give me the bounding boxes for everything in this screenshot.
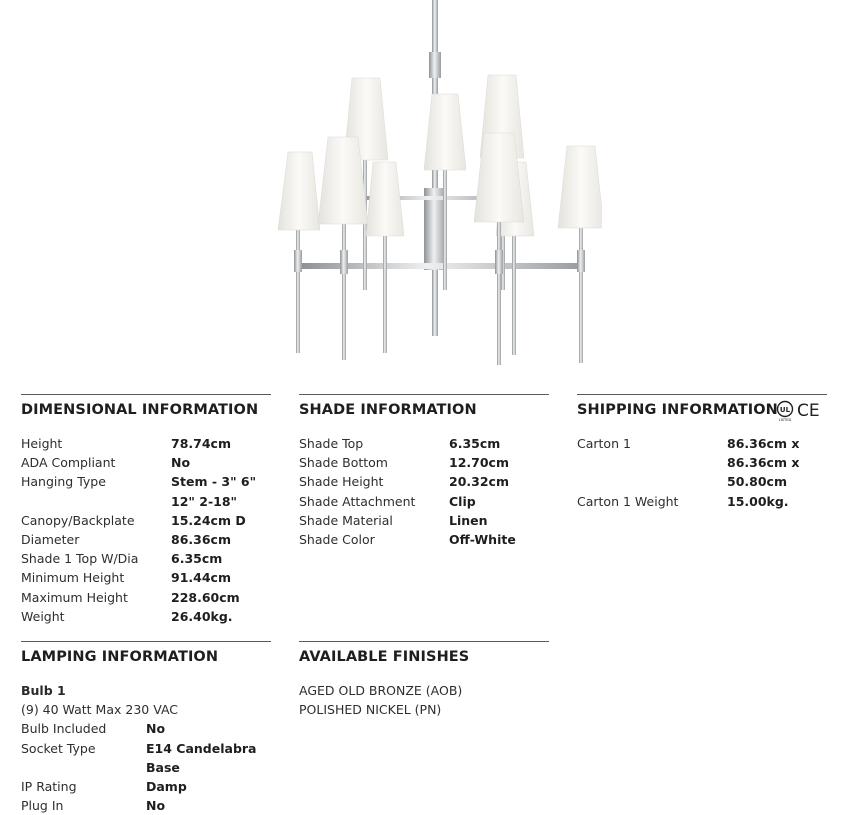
spec-value: Stem - 3" 6" 12" 2-18": [171, 474, 257, 509]
spec-row-max-height: [21, 588, 271, 607]
spec-label: Weight: [21, 608, 65, 624]
spec-row-socket-type: [21, 739, 271, 777]
spec-label: Carton 1: [577, 436, 631, 451]
section-title: SHIPPING INFORMATION: [577, 402, 778, 418]
spec-label: Shade Bottom: [299, 455, 388, 471]
spec-row-weight: [21, 607, 271, 626]
finish-item: AGED OLD BRONZE (AOB): [299, 683, 463, 698]
spec-row-shade-top: [21, 549, 271, 568]
spec-label: Shade 1 Top W/Dia: [21, 551, 139, 567]
spec-label: Shade Height: [299, 474, 384, 490]
bulb-title: Bulb 1: [21, 683, 66, 698]
spec-label: Shade Color: [299, 532, 375, 548]
shipping-information-section: [577, 394, 827, 511]
section-title: LAMPING INFORMATION: [21, 649, 219, 665]
spec-row-shade-height: [299, 472, 549, 491]
section-title: DIMENSIONAL INFORMATION: [21, 402, 259, 418]
spec-label: Height: [21, 436, 63, 451]
section-title: AVAILABLE FINISHES: [299, 649, 470, 665]
spec-label: Bulb Included: [21, 721, 107, 737]
spec-value: 6.35cm: [449, 436, 501, 451]
spec-label: Shade Material: [299, 512, 393, 528]
lamping-information-section: [21, 641, 271, 815]
spec-label: Plug In: [21, 798, 64, 814]
spec-row-shade-top: [299, 434, 549, 453]
spec-value: 78.74cm: [171, 436, 231, 451]
ce-mark-icon: CE: [797, 401, 820, 421]
spec-value: Linen: [449, 512, 488, 528]
spec-value: 15.24cm D: [171, 512, 246, 528]
spec-label: ADA Compliant: [21, 455, 116, 471]
spec-row-bulb-included: [21, 719, 271, 738]
spec-row-hanging-type: [21, 472, 271, 510]
spec-row-shade-bottom: [299, 453, 549, 472]
spec-value: 6.35cm: [171, 551, 223, 567]
spec-label: Diameter: [21, 532, 80, 548]
bulb-description: (9) 40 Watt Max 230 VAC: [21, 702, 179, 718]
dimensional-information-section: [21, 394, 271, 626]
section-divider: [21, 641, 271, 642]
spec-row-carton: [577, 434, 827, 492]
spec-label: Maximum Height: [21, 589, 128, 605]
spec-value: 86.36cm: [171, 532, 231, 548]
finish-item: POLISHED NICKEL (PN): [299, 702, 442, 718]
spec-value: 12.70cm: [449, 455, 509, 471]
spec-value: 26.40kg.: [171, 608, 233, 624]
svg-text:UL: UL: [779, 406, 791, 414]
spec-value: No: [171, 455, 191, 471]
spec-value: E14 Candelabra Base: [146, 740, 257, 775]
spec-label: Minimum Height: [21, 570, 125, 586]
spec-row-plug-in: [21, 796, 271, 815]
spec-value: 20.32cm: [449, 474, 509, 490]
spec-label: Carton 1 Weight: [577, 493, 679, 509]
spec-value: No: [146, 798, 166, 814]
spec-value: Off-White: [449, 532, 516, 548]
spec-value: 86.36cm x 86.36cm x 50.80cm: [727, 436, 800, 490]
spec-row-carton-weight: [577, 492, 827, 511]
spec-label: Socket Type: [21, 740, 96, 756]
spec-label: Canopy/Backplate: [21, 512, 135, 528]
section-divider: [299, 641, 549, 642]
certification-marks: [775, 400, 831, 422]
spec-value: No: [146, 721, 166, 737]
section-divider: [577, 394, 827, 395]
section-divider: [299, 394, 549, 395]
spec-label: IP Rating: [21, 779, 77, 795]
shade-information-section: [299, 394, 549, 549]
spec-label: Hanging Type: [21, 474, 106, 490]
spec-value: 91.44cm: [171, 570, 231, 586]
spec-row-ip-rating: [21, 777, 271, 796]
spec-label: Shade Attachment: [299, 493, 416, 509]
svg-text:LISTED: LISTED: [778, 418, 792, 422]
spec-row-shade-color: [299, 530, 549, 549]
spec-value: Clip: [449, 493, 476, 509]
section-divider: [21, 394, 271, 395]
spec-value: Damp: [146, 779, 187, 795]
spec-row-shade-material: [299, 511, 549, 530]
spec-row-ada: [21, 453, 271, 472]
spec-row-min-height: [21, 568, 271, 587]
spec-row-shade-attachment: [299, 492, 549, 511]
spec-row-canopy: [21, 511, 271, 530]
spec-value: 228.60cm: [171, 589, 240, 605]
available-finishes-section: [299, 641, 549, 719]
section-title: SHADE INFORMATION: [299, 402, 477, 418]
spec-label: Shade Top: [299, 436, 364, 451]
spec-row-height: [21, 434, 271, 453]
ul-listed-icon: [778, 402, 793, 423]
spec-row-diameter: [21, 530, 271, 549]
chandelier-product-image: [262, 0, 602, 372]
spec-value: 15.00kg.: [727, 493, 789, 509]
